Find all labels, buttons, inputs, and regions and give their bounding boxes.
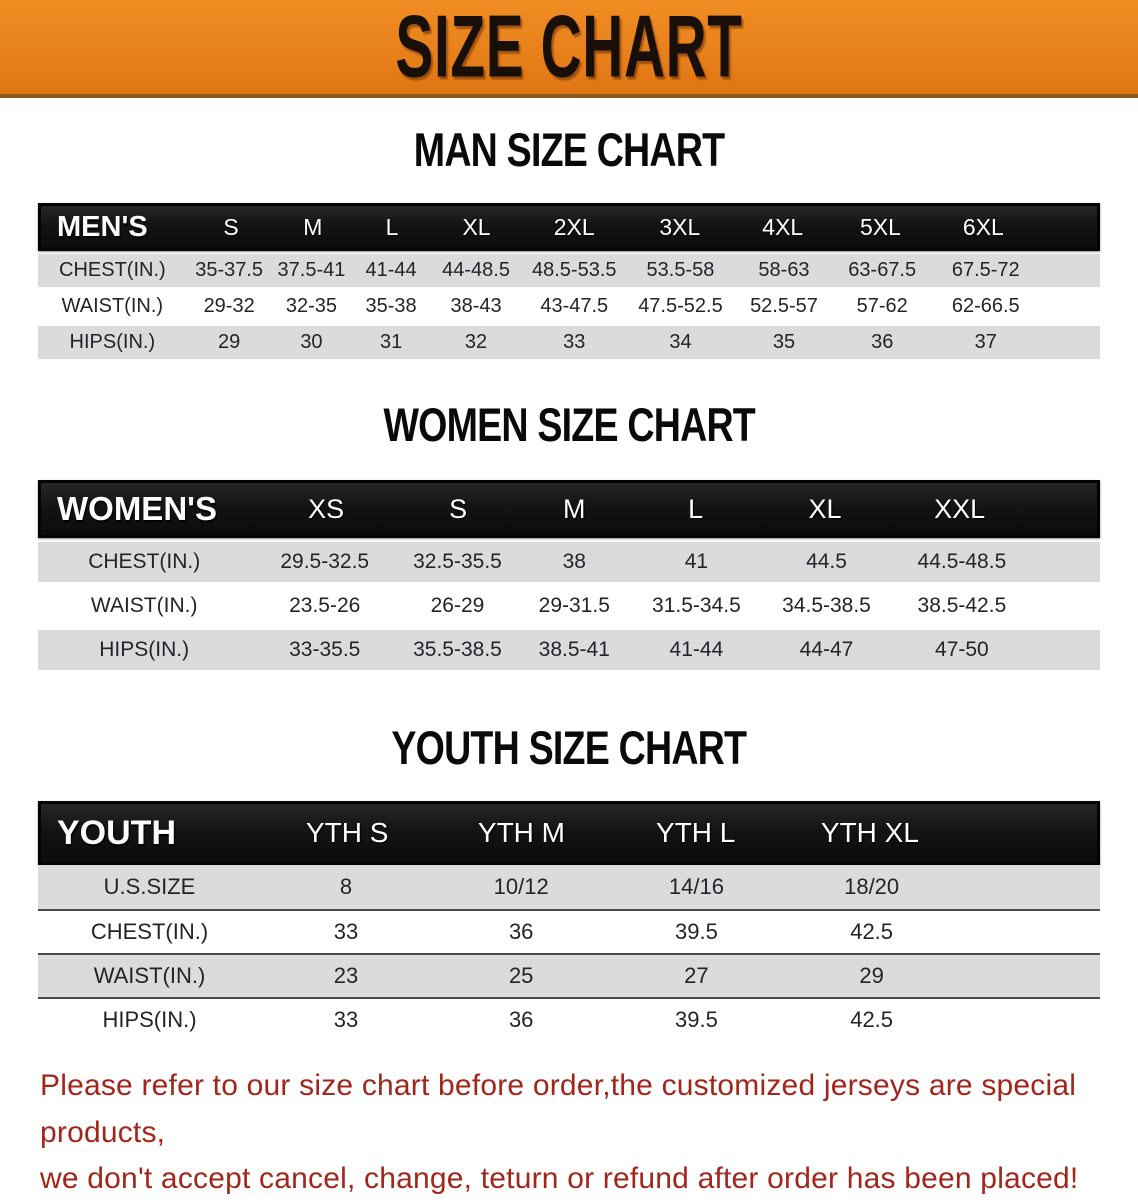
size-column-header: M — [563, 493, 586, 524]
size-column-header: YTH M — [477, 817, 566, 848]
table-cell: 14/16 — [668, 874, 724, 899]
youth-section-title — [0, 720, 1138, 775]
table-cell: 41-44 — [669, 638, 724, 661]
table-cell: 30 — [300, 331, 323, 353]
youth-size-chart-section — [0, 720, 1138, 1041]
table-cell: 29.5-32.5 — [280, 550, 370, 573]
table-cell: 33 — [333, 919, 359, 944]
table-header-row — [38, 480, 1100, 538]
table-cell: 58-63 — [758, 259, 810, 281]
women-section-title-text: WOMEN SIZE CHART — [383, 398, 755, 451]
size-column-header: YTH L — [656, 817, 736, 848]
table-row — [38, 865, 1100, 909]
size-column-header: YTH XL — [820, 817, 919, 848]
size-column-header: L — [688, 493, 704, 524]
size-column-header: XXL — [934, 493, 986, 524]
size-column-header: L — [385, 213, 399, 240]
table-cell: 23 — [333, 963, 359, 988]
table-cell: 62-66.5 — [951, 295, 1020, 317]
table-cell: 29 — [859, 963, 884, 988]
table-cell: 36 — [508, 1007, 534, 1032]
size-column-header: S — [223, 213, 239, 240]
table-cell: 53.5-58 — [646, 259, 715, 281]
disclaimer-line-1: Please refer to our size chart before order,the customized jerseys are special products, — [40, 1069, 1077, 1149]
row-label: HIPS(IN.) — [69, 331, 156, 353]
table-cell: 35-38 — [365, 295, 417, 317]
table-cell: 35 — [772, 331, 796, 353]
table-cell: 39.5 — [674, 1007, 718, 1032]
table-header-row — [38, 801, 1100, 865]
table-cell: 63-67.5 — [848, 259, 917, 281]
table-cell: 34 — [669, 331, 692, 353]
table-cell: 36 — [508, 919, 534, 944]
table-cell: 29 — [218, 331, 241, 353]
table-cell: 8 — [339, 874, 353, 899]
table-row — [38, 997, 1100, 1041]
table-cell: 35.5-38.5 — [413, 638, 502, 661]
youth-section-title-text: YOUTH SIZE CHART — [391, 721, 747, 774]
table-cell: 47.5-52.5 — [638, 295, 723, 317]
row-label: HIPS(IN.) — [99, 638, 190, 661]
table-row — [38, 326, 1100, 359]
size-column-header: XS — [308, 493, 345, 524]
table-cell: 32 — [464, 331, 488, 353]
row-label: CHEST(IN.) — [88, 550, 201, 573]
table-cell: 32.5-35.5 — [413, 550, 502, 573]
table-cell: 33-35.5 — [289, 638, 361, 661]
table-cell: 34.5-38.5 — [782, 594, 871, 617]
row-label: U.S.SIZE — [103, 874, 196, 899]
table-cell: 23.5-26 — [289, 594, 361, 617]
size-column-header: S — [449, 493, 468, 524]
table-cell: 38.5-41 — [538, 638, 610, 661]
table-row — [38, 953, 1100, 997]
size-column-header: XL — [808, 493, 842, 524]
table-cell: 38.5-42.5 — [917, 594, 1007, 617]
women-size-table — [38, 480, 1100, 670]
table-cell: 41-44 — [365, 259, 417, 281]
table-cell: 39.5 — [674, 919, 718, 944]
table-cell: 25 — [508, 963, 534, 988]
women-section-title — [0, 397, 1138, 452]
row-label: WAIST(IN.) — [90, 594, 198, 617]
size-column-header: YTH S — [305, 817, 389, 848]
table-group-label: YOUTH — [57, 813, 176, 852]
size-column-header: 5XL — [859, 213, 901, 240]
table-cell: 67.5-72 — [951, 259, 1020, 281]
size-column-header: 3XL — [659, 213, 701, 240]
table-cell: 35-37.5 — [195, 259, 264, 281]
table-group-label: MEN'S — [57, 210, 148, 243]
row-label: CHEST(IN.) — [90, 919, 209, 944]
row-label: WAIST(IN.) — [61, 295, 164, 317]
table-cell: 37 — [974, 331, 997, 353]
table-cell: 44.5 — [806, 550, 847, 573]
table-row — [38, 630, 1100, 670]
size-column-header: 2XL — [553, 213, 595, 240]
table-cell: 31.5-34.5 — [652, 594, 741, 617]
size-column-header: 4XL — [762, 213, 804, 240]
table-cell: 27 — [684, 963, 709, 988]
table-cell: 57-62 — [856, 295, 908, 317]
disclaimer-line-2: we don't accept cancel, change, teturn or refund after order has been placed! — [40, 1162, 1079, 1195]
man-section-title — [0, 122, 1138, 177]
man-section-title-text: MAN SIZE CHART — [413, 123, 725, 176]
table-group-label: WOMEN'S — [57, 490, 218, 527]
table-cell: 44-47 — [799, 638, 854, 661]
table-cell: 41 — [684, 550, 709, 573]
size-column-header: XL — [462, 213, 491, 240]
table-cell: 38-43 — [450, 295, 502, 317]
table-row — [38, 254, 1100, 287]
table-cell: 37.5-41 — [277, 259, 346, 281]
table-row — [38, 909, 1100, 953]
row-label: CHEST(IN.) — [59, 259, 166, 281]
table-cell: 18/20 — [844, 874, 900, 899]
man-size-chart-section — [0, 122, 1138, 359]
youth-size-table — [38, 801, 1100, 1041]
table-cell: 38 — [562, 550, 586, 573]
table-cell: 43-47.5 — [540, 295, 609, 317]
table-cell: 31 — [379, 331, 403, 353]
row-label: HIPS(IN.) — [102, 1007, 197, 1032]
table-cell: 42.5 — [850, 1007, 894, 1032]
size-chart-banner — [0, 0, 1138, 98]
table-cell: 29-31.5 — [538, 594, 610, 617]
table-cell: 33 — [563, 331, 586, 353]
women-size-chart-section — [0, 397, 1138, 670]
table-row — [38, 290, 1100, 323]
table-cell: 44-48.5 — [442, 259, 510, 281]
men-size-table — [38, 203, 1100, 359]
banner-title: SIZE CHART — [395, 0, 743, 96]
table-cell: 33 — [333, 1007, 359, 1032]
table-cell: 42.5 — [850, 919, 894, 944]
table-cell: 48.5-53.5 — [532, 259, 617, 281]
row-label: WAIST(IN.) — [93, 963, 206, 988]
size-column-header: M — [303, 213, 323, 240]
table-cell: 10/12 — [493, 874, 549, 899]
table-row — [38, 586, 1100, 626]
table-cell: 26-29 — [430, 594, 485, 617]
table-row — [38, 542, 1100, 582]
table-header-row — [38, 203, 1100, 251]
size-column-header: 6XL — [962, 213, 1004, 240]
table-cell: 52.5-57 — [750, 295, 818, 317]
table-cell: 36 — [871, 331, 894, 353]
table-cell: 32-35 — [285, 295, 338, 317]
table-cell: 47-50 — [935, 638, 989, 661]
table-cell: 29-32 — [203, 295, 255, 317]
table-cell: 44.5-48.5 — [917, 550, 1007, 573]
disclaimer-text — [40, 1063, 1138, 1203]
